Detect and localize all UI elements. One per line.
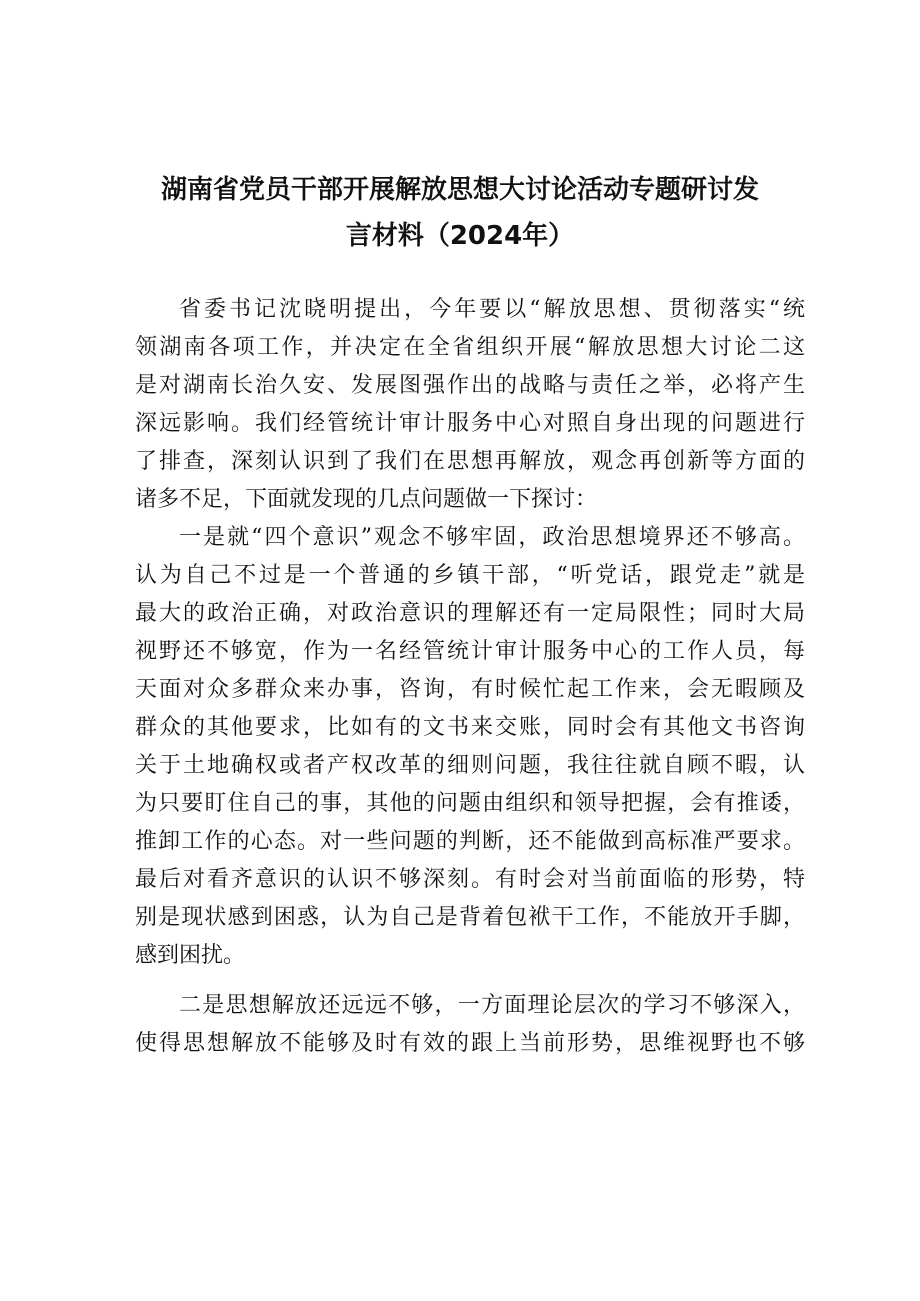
paragraph-line: 了排查，深刻认识到了我们在思想再解放，观念再创新等方面的	[135, 449, 805, 474]
paragraph-line: 使得思想解放不能够及时有效的跟上当前形势，思维视野也不够	[135, 1031, 805, 1056]
paragraph-line: 别是现状感到困惑，认为自己是背着包袱干工作，不能放开手脚，	[135, 905, 805, 930]
paragraph-line: 为只要盯住自己的事，其他的问题由组织和领导把握，会有推诿，	[135, 791, 805, 816]
paragraph-line: 二是思想解放还远远不够，一方面理论层次的学习不够深入，	[179, 993, 805, 1018]
paragraph-line: 诸多不足，下面就发现的几点问题做一下探讨：	[135, 487, 598, 512]
paragraph-point-two	[135, 987, 805, 1063]
paragraph-line: 最后对看齐意识的认识不够深刻。有时会对当前面临的形势，特	[135, 867, 805, 892]
paragraph-line: 天面对众多群众来办事，咨询，有时候忙起工作来，会无暇顾及	[135, 677, 805, 702]
paragraph-line: 认为自己不过是一个普通的乡镇干部，“听党话，跟党走”就是	[135, 563, 805, 588]
paragraph-line: 是对湖南长治久安、发展图强作出的战略与责任之举，必将产生	[135, 373, 805, 398]
paragraph-line: 深远影响。我们经管统计审计服务中心对照自身出现的问题进行	[135, 411, 805, 436]
paragraph-line: 领湖南各项工作，并决定在全省组织开展“解放思想大讨论二这	[135, 335, 805, 360]
paragraph-line: 视野还不够宽，作为一名经管统计审计服务中心的工作人员，每	[135, 639, 805, 664]
paragraph-point-one	[135, 519, 805, 975]
paragraph-line: 最大的政治正确，对政治意识的理解还有一定局限性；同时大局	[135, 601, 805, 626]
document-body	[135, 291, 805, 1063]
paragraph-line: 一是就“四个意识”观念不够牢固，政治思想境界还不够高。	[179, 525, 805, 550]
document-title-line-1: 湖南省党员干部开展解放思想大讨论活动专题研讨发	[160, 175, 759, 205]
paragraph-line: 关于土地确权或者产权改革的细则问题，我往往就自顾不暇，认	[135, 753, 805, 778]
paragraph-line: 省委书记沈晓明提出，今年要以“解放思想、贯彻落实“统	[179, 297, 805, 322]
document-title-line-2: 言材料（2024年）	[345, 221, 575, 251]
paragraph-line: 群众的其他要求，比如有的文书来交账，同时会有其他文书咨询	[135, 715, 805, 740]
paragraph-line: 推卸工作的心态。对一些问题的判断，还不能做到高标准严要求。	[135, 829, 805, 854]
paragraph-spacer	[135, 975, 805, 987]
paragraph-intro	[135, 291, 805, 519]
paragraph-line: 感到困扰。	[135, 943, 246, 968]
